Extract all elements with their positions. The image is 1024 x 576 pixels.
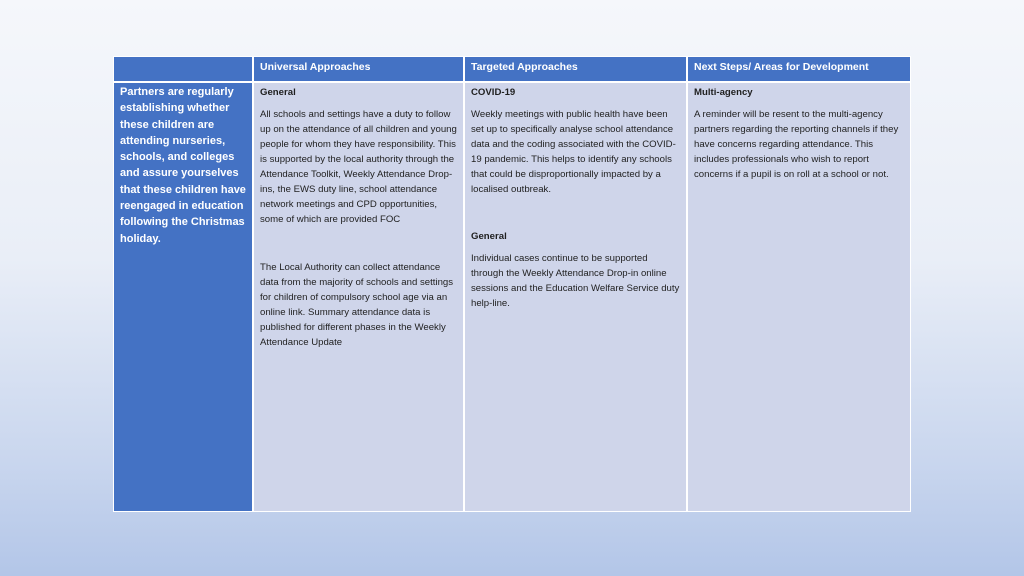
universal-paragraph-2: The Local Authority can collect attendance data from the majority of schools and settings for children of compulsory school age via an online link. Summary attendance data is published for different phases in the Weekly Attendance Update bbox=[260, 262, 454, 348]
targeted-paragraph-2: Individual cases continue to be supported through the Weekly Attendance Drop-in online sessions and the Education Welfare Service duty help-line. bbox=[471, 253, 680, 309]
header-next-steps: Next Steps/ Areas for Development bbox=[687, 56, 911, 82]
targeted-paragraph-1: Weekly meetings with public health have been set up to specifically analyse school attendance data and the coding associated with the COVID-19 pandemic. This helps to identify any schools that could be disproportionally impacted by a localised outbreak. bbox=[471, 109, 676, 195]
targeted-heading-covid: COVID-19 bbox=[471, 87, 516, 98]
targeted-cell bbox=[464, 82, 687, 512]
row-label bbox=[113, 82, 253, 512]
universal-cell bbox=[253, 82, 464, 512]
header-empty bbox=[113, 56, 253, 82]
header-targeted-approaches: Targeted Approaches bbox=[464, 56, 687, 82]
header-universal-approaches: Universal Approaches bbox=[253, 56, 464, 82]
universal-heading: General bbox=[260, 87, 296, 98]
next-steps-heading: Multi-agency bbox=[694, 87, 753, 98]
next-steps-cell bbox=[687, 82, 911, 512]
row-label-text: Partners are regularly establishing whether these children are attending nurseries, schools, and colleges and assure yourselves that these children have reengaged in education following the Christmas holiday. bbox=[120, 86, 246, 245]
universal-paragraph-1: All schools and settings have a duty to follow up on the attendance of all children and young people for whom they have responsibility. This is supported by the local authority through the Attendance Toolkit, Weekly Attendance Drop-ins, the EWS duty line, school attendance network meetings and CPD opportunities, some of which are provided FOC bbox=[260, 109, 457, 225]
targeted-heading-general: General bbox=[471, 231, 507, 242]
next-steps-paragraph-1: A reminder will be resent to the multi-agency partners regarding the reporting channels if they have concerns regarding attendance. This includes professionals who wish to report concerns if a pupil is on roll at a school or not. bbox=[694, 109, 899, 180]
approaches-table bbox=[113, 56, 911, 512]
